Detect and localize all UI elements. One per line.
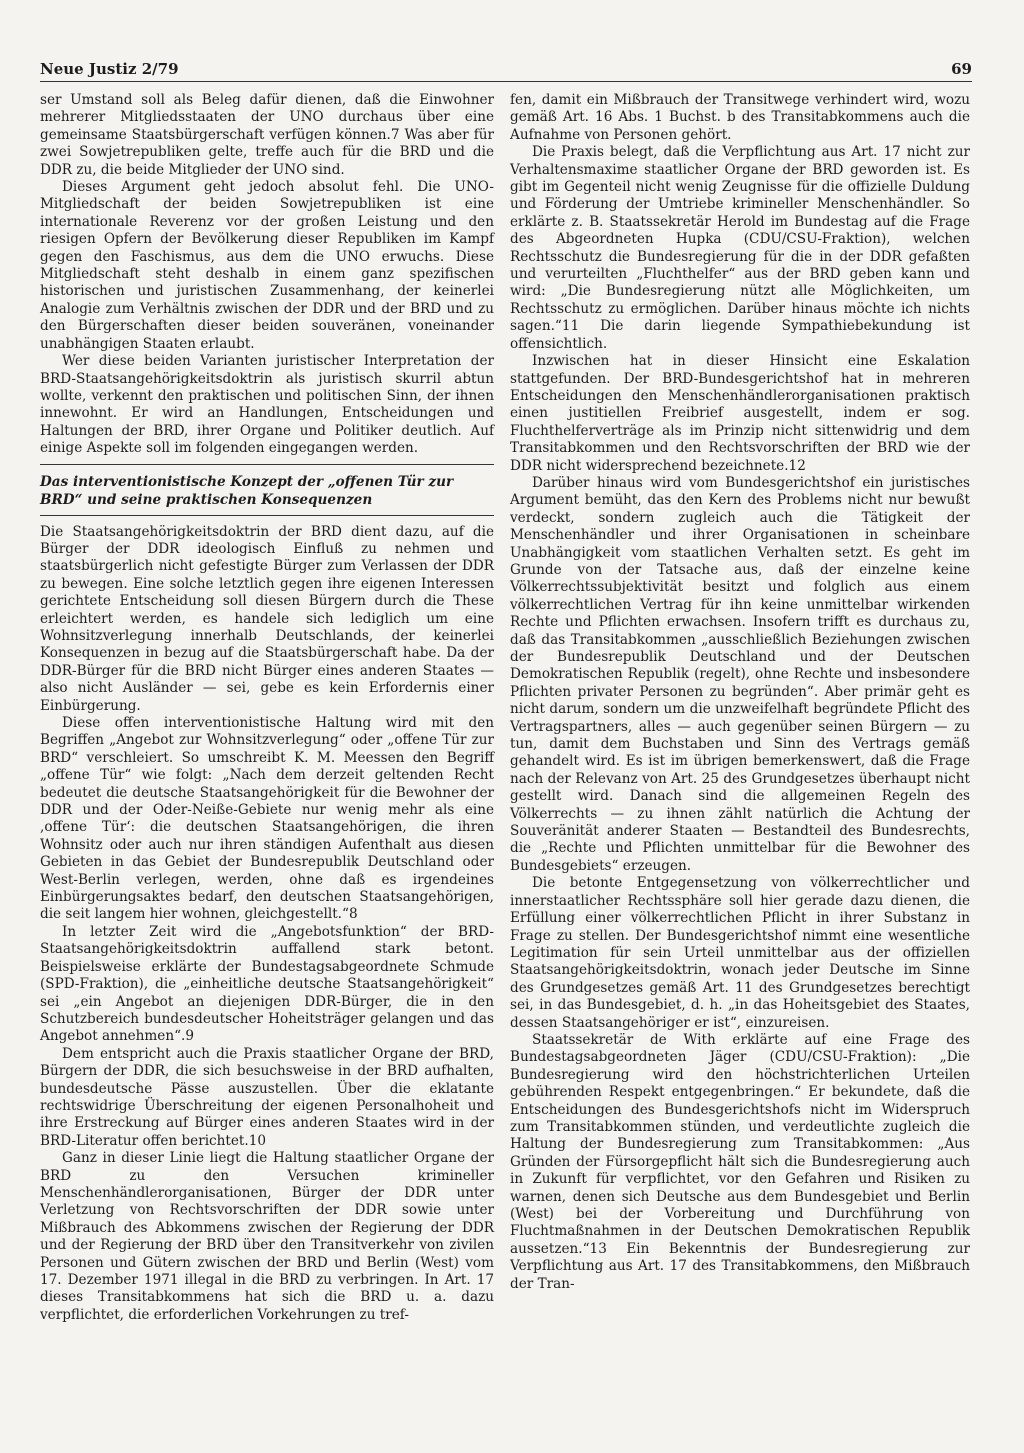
journal-title: Neue Justiz 2/79: [40, 60, 179, 78]
left-column: [40, 92, 494, 1324]
paragraph: Die Praxis belegt, daß die Verpflichtung aus Art. 17 nicht zur Verhaltensmaxime staatlicher Organe der BRD geworden ist. Es gibt im Gegenteil nicht wenig Zeugnisse für die offizielle Duldung und Förderung der Umtriebe krimineller Menschenhändler. So erklärte z. B. Staatssekretär Herold im Bundestag auf die Frage des Abgeordneten Hupka (CDU/CSU-Fraktion), welchen Rechtsschutz die Bundesregierung für die in der DDR gefaßten und verurteilten „Fluchthelfer“ aus der BRD geben kann und wird: „Die Bundesregierung nützt alle Möglichkeiten, um Rechtsschutz zu ermöglichen. Darüber hinaus möchte ich nichts sagen.“11 Die darin liegende Sympathiebekundung ist offensichtlich.: [510, 144, 970, 352]
paragraph: Wer diese beiden Varianten juristischer Interpretation der BRD-Staatsangehörigkeitsdoktrin als juristisch skurril abtun wollte, verkennt den praktischen und politischen Sinn, der ihnen innewohnt. Er wird an Handlungen, Entscheidungen und Haltungen der BRD, ihrer Organe und Politiker deutlich. Auf einige Aspekte soll im folgenden eingegangen werden.: [40, 353, 494, 457]
paragraph: Die betonte Entgegensetzung von völkerrechtlicher und innerstaatlicher Rechtssphäre soll hier gerade dazu dienen, die Erfüllung einer völkerrechtlichen Pflicht in ihrer Substanz in Frage zu stellen. Der Bundesgerichtshof nimmt eine wesentliche Legitimation für sein Urteil unmittelbar aus der offiziellen Staatsangehörigkeitsdoktrin, wonach jeder Deutsche im Sinne des Grundgesetzes gemäß Art. 11 des Grundgesetzes berechtigt sei, in das Bundesgebiet, d. h. „in das Hoheitsgebiet des Staates, dessen Staatsangehöriger er ist“, einzureisen.: [510, 875, 970, 1031]
paragraph: Dieses Argument geht jedoch absolut fehl. Die UNO-Mitgliedschaft der beiden Sowjetrepubliken ist eine internationale Reverenz vor der großen Leistung und den riesigen Opfern der Bevölkerung dieser Republiken im Kampf gegen den Faschismus, aus dem die UNO erwuchs. Diese Mitgliedschaft steht deshalb in einem ganz spezifischen historischen und juristischen Zusammenhang, der keinerlei Analogie zum Verhältnis zwischen der DDR und der BRD und zu den Bürgerschaften dieser beiden souveränen, voneinander unabhängigen Staaten erlaubt.: [40, 179, 494, 352]
page-number: 69: [951, 60, 972, 78]
right-column: [510, 92, 970, 1293]
section-rule-top: [40, 464, 494, 465]
paragraph: Dem entspricht auch die Praxis staatlicher Organe der BRD, Bürgern der DDR, die sich besuchsweise in der BRD aufhalten, bundesdeutsche Pässe auszustellen. Über die eklatante rechtswidrige Überschreitung der eigenen Personalhoheit und ihre Erstreckung auf Bürger eines anderen Staates wird in der BRD-Literatur offen berichtet.10: [40, 1045, 494, 1149]
header-rule: [40, 81, 972, 82]
paragraph: Ganz in dieser Linie liegt die Haltung staatlicher Organe der BRD zu den Versuchen krimineller Menschenhändlerorganisationen, Bürger der DDR unter Verletzung von Rechtsvorschriften der DDR sowie unter Mißbrauch des Abkommens zwischen der Regierung der DDR und der Regierung der BRD über den Transitverkehr von zivilen Personen und Gütern zwischen der BRD und Berlin (West) vom 17. Dezember 1971 illegal in die BRD zu verbringen. In Art. 17 dieses Transitabkommens hat sich die BRD u. a. dazu verpflichtet, die erforderlichen Vorkehrungen zu tref-: [40, 1150, 494, 1323]
paragraph: Darüber hinaus wird vom Bundesgerichtshof ein juristisches Argument bemüht, das den Kern des Problems nicht nur bewußt verdeckt, sondern zugleich auch die Tätigkeit der Menschenhändler und ihrer Organisationen in scheinbare Unabhängigkeit vom staatlichen Verhalten setzt. Es geht im Grunde von der Tatsache aus, daß der einzelne keine Völkerrechtssubjektivität besitzt und folglich aus einem völkerrechtlichen Vertrag für ihn keine unmittelbar wirkenden Rechte und Pflichten erwachsen. Insofern trifft es durchaus zu, daß das Transitabkommen „ausschließlich Beziehungen zwischen der Bundesrepublik Deutschland und der Deutschen Demokratischen Republik (regelt), ohne Rechte und insbesondere Pflichten privater Personen zu begründen“. Aber primär geht es nicht darum, sondern um die unzweifelhaft begründete Pflicht des Vertragspartners, alles — auch gegenüber seinen Bürgern — zu tun, damit dem Buchstaben und Sinn des Vertrags gemäß gehandelt wird. Es ist im übrigen bemerkenswert, daß die Frage nach der Relevanz von Art. 25 des Grundgesetzes überhaupt nicht gestellt wird. Danach sind die allgemeinen Regeln des Völkerrechts — zu ihnen zählt natürlich die Achtung der Souveränität anderer Staaten — Bestandteil des Bundesrechts, die „Rechte und Pflichten unmittelbar für die Bewohner des Bundesgebiets“ erzeugen.: [510, 474, 970, 874]
paragraph: ser Umstand soll als Beleg dafür dienen, daß die Einwohner mehrerer Mitgliedsstaaten der UNO durchaus über eine gemeinsame Staatsbürgerschaft verfügen können.7 Was aber für zwei Sowjetrepubliken gelte, treffe auch für die BRD und die DDR zu, die beide Mitglieder der UNO sind.: [40, 92, 494, 178]
paragraph: Staatssekretär de With erklärte auf eine Frage des Bundestagsabgeordneten Jäger (CDU/CSU-Fraktion): „Die Bundesregierung wird den höchstrichterlichen Urteilen gebührenden Respekt entgegenbringen.“ Er bekundete, daß die Entscheidungen des Bundesgerichtshofs nicht im Widerspruch zum Transitabkommen stünden, und verdeutlichte zugleich die Haltung der Bundesregierung zum Transitabkommen: „Aus Gründen der Fürsorgepflicht hält sich die Bundesregierung auch in Zukunft für verpflichtet, vor den Gefahren und Risiken zu warnen, denen sich Deutsche aus dem Bundesgebiet und Berlin (West) bei der Vorbereitung und Durchführung von Fluchtmaßnahmen in der Deutschen Demokratischen Republik aussetzen.“13 Ein Bekenntnis der Bundesregierung zur Verpflichtung aus Art. 17 des Transitabkommens, den Mißbrauch der Tran-: [510, 1031, 970, 1292]
paragraph: In letzter Zeit wird die „Angebotsfunktion“ der BRD-Staatsangehörigkeitsdoktrin auffallend stark betont. Beispielsweise erklärte der Bundestagsabgeordnete Schmude (SPD-Fraktion), die „einheitliche deutsche Staatsangehörigkeit“ sei „ein Angebot an diejenigen DDR-Bürger, die in den Schutzbereich bundesdeutscher Hoheitsträger gelangen und das Angebot annehmen“.9: [40, 923, 494, 1045]
paragraph: fen, damit ein Mißbrauch der Transitwege verhindert wird, wozu gemäß Art. 16 Abs. 1 Buchst. b des Transitabkommens auch die Aufnahme von Personen gehört.: [510, 92, 970, 143]
section-rule-bottom: [40, 515, 494, 516]
paragraph: Die Staatsangehörigkeitsdoktrin der BRD dient dazu, auf die Bürger der DDR ideologisch Einfluß zu nehmen und staatsbürgerlich nicht gefestigte Bürger zum Verlassen der DDR zu bewegen. Eine solche letztlich gegen ihre eigenen Interessen gerichtete Entscheidung soll diesen Bürgern durch die These erleichtert werden, es handele sich lediglich um eine Wohnsitzverlegung innerhalb Deutschlands, der keinerlei Konsequenzen in bezug auf die Staatsbürgerschaft habe. Da der DDR-Bürger für die BRD nicht Bürger eines anderen Staates — also nicht Ausländer — sei, gebe es kein Erfordernis einer Einbürgerung.: [40, 523, 494, 714]
paragraph: Inzwischen hat in dieser Hinsicht eine Eskalation stattgefunden. Der BRD-Bundesgerichtshof hat in mehreren Entscheidungen den Menschenhändlerorganisationen praktisch einen justitiellen Freibrief ausgestellt, indem er sog. Fluchthelferverträge als im Prinzip nicht sittenwidrig und dem Transitabkommen und den Rechtsvorschriften der BRD wie der DDR nicht widersprechend bezeichnete.12: [510, 353, 970, 474]
running-header: [40, 46, 972, 78]
paragraph: Diese offen interventionistische Haltung wird mit den Begriffen „Angebot zur Wohnsitzverlegung“ oder „offene Tür zur BRD“ verschleiert. So umschreibt K. M. Meessen den Begriff „offene Tür“ wie folgt: „Nach dem derzeit geltenden Recht bedeutet die deutsche Staatsangehörigkeit für die Bewohner der DDR und der Oder-Neiße-Gebiete nur wenig mehr als eine ,offene Tür‘: die deutschen Staatsangehörigen, die ihren Wohnsitz oder auch nur ihren ständigen Aufenthalt aus diesen Gebieten in das Gebiet der Bundesrepublik Deutschland oder West-Berlin verlegen, werden, ohne daß es irgendeines Einbürgerungsaktes bedarf, den deutschen Staatsangehörigen, die seit langem hier wohnen, gleichgestellt.“8: [40, 715, 494, 923]
section-heading: Das interventionistische Konzept der „offenen Tür zur BRD“ und seine praktischen Konsequenzen: [40, 473, 454, 508]
